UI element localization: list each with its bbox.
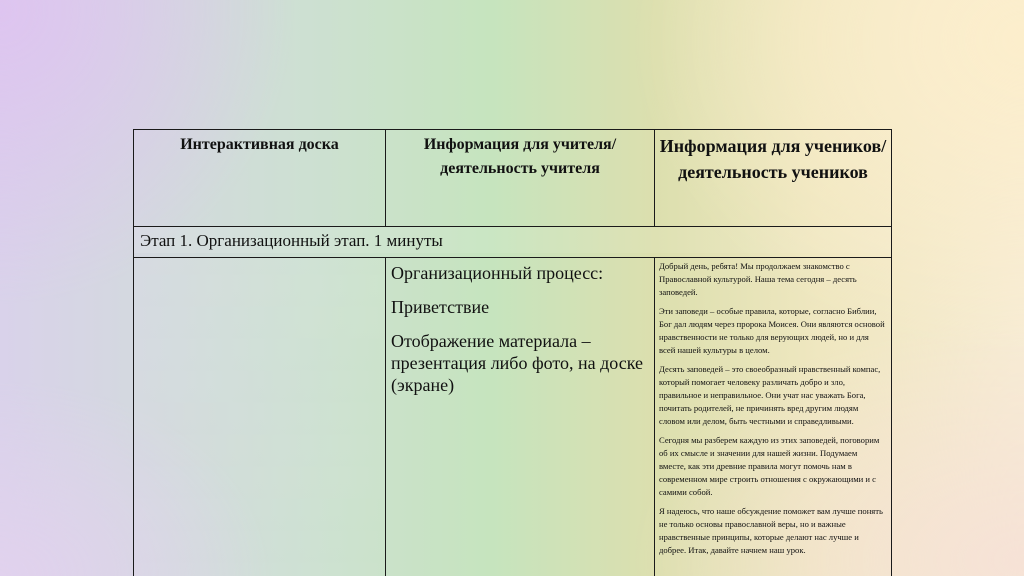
student-paragraph: Десять заповедей – это своеобразный нравственный компас, который помогает человеку различать добро и зло, правильное и неправильное. Они учат нас уважать Бога, почитать родителей, не причинять вред другим людям словом или делом, быть честными и справедливыми. — [659, 364, 881, 426]
student-cell — [655, 258, 892, 576]
teacher-item: Организационный процесс: — [391, 263, 604, 283]
lesson-plan-table — [133, 129, 892, 576]
teacher-item: Отображение материала – презентация либо фото, на доске (экране) — [391, 331, 644, 395]
student-content — [655, 258, 891, 557]
header-students: Информация для учеников/ деятельность учеников — [659, 136, 887, 182]
header-cell-students — [655, 130, 892, 227]
student-paragraph: Сегодня мы разберем каждую из этих заповедей, поговорим об их смысле и значении для нашей жизни. Подумаем вместе, как эти древние правила могут помочь нам в современном мире строить отношения с окружающими и с самими собой. — [659, 435, 880, 497]
header-cell-board — [134, 130, 386, 227]
teacher-content — [386, 258, 654, 396]
content-row — [134, 258, 892, 576]
stage-title: Этап 1. Организационный этап. 1 минуты — [134, 227, 891, 253]
header-board: Интерактивная доска — [180, 136, 339, 153]
board-cell — [134, 258, 386, 576]
header-teacher: Информация для учителя/ деятельность учителя — [423, 136, 617, 177]
teacher-item: Приветствие — [391, 297, 490, 317]
student-paragraph: Я надеюсь, что наше обсуждение поможет вам лучше понять не только основы православной веры, но и важные нравственные принципы, которые делают нас лучше и добрее. Итак, давайте начнем наш урок. — [659, 506, 883, 555]
student-paragraph: Эти заповеди – особые правила, которые, согласно Библии, Бог дал людям через пророка Моисея. Они являются основой нравственности не только для верующих людей, но и для всей нашей культуры в целом. — [659, 306, 885, 355]
header-cell-teacher — [386, 130, 655, 227]
stage-row — [134, 227, 892, 258]
teacher-cell — [386, 258, 655, 576]
stage-cell — [134, 227, 892, 258]
header-row — [134, 130, 892, 227]
student-paragraph: Добрый день, ребята! Мы продолжаем знакомство с Православной культурой. Наша тема сегодня – десять заповедей. — [659, 261, 857, 297]
